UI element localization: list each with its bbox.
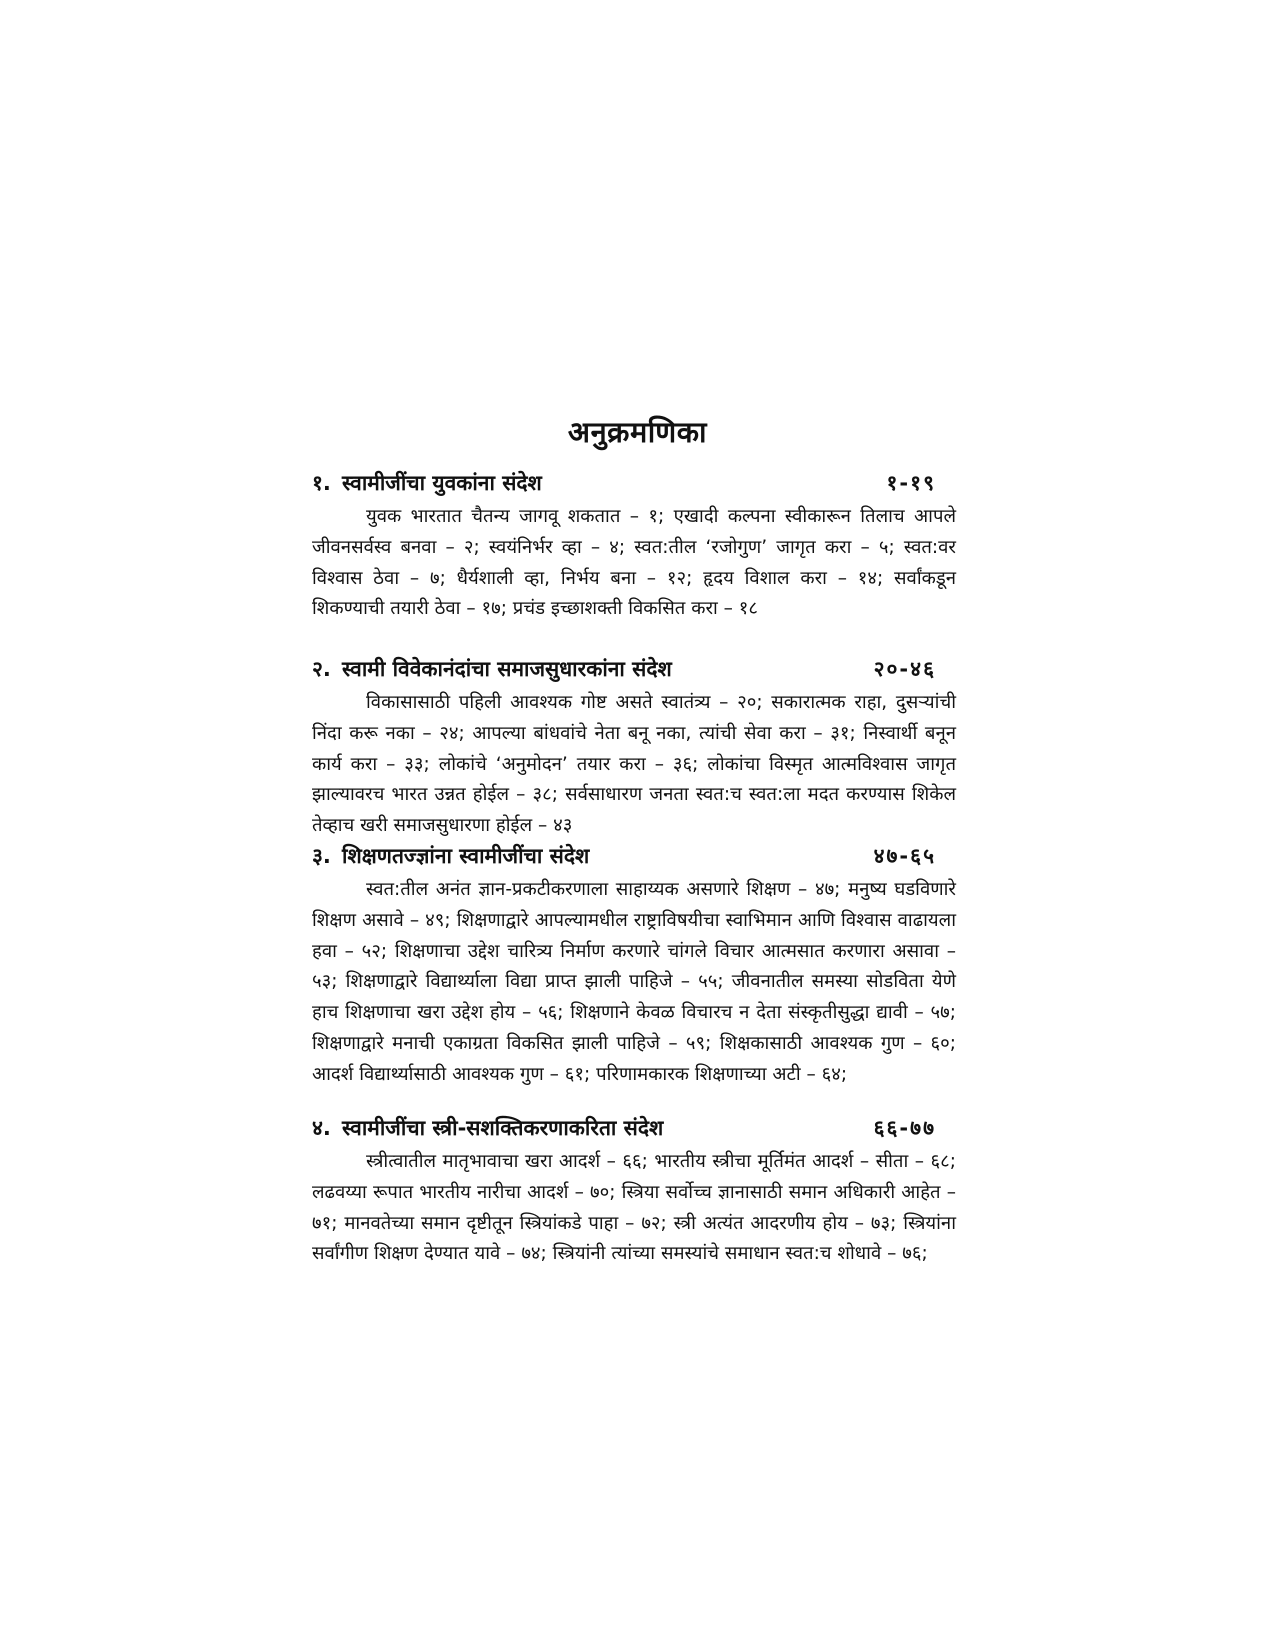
page-title: अनुक्रमणिका — [567, 415, 708, 449]
toc-section-4 — [312, 1111, 956, 1270]
section-heading — [312, 466, 956, 500]
section-page-range: २०-४६ — [873, 657, 936, 681]
section-summary: युवक भारतात चैतन्य जागवू शकतात – १; एखादी कल्पना स्वीकारून तिलाच आपले जीवनसर्वस्व बनवा – २; स्वयंनिर्भर व्हा – ४; स्वत:तील ‘रजोगुण’ जागृत करा – ५; स्वत:वर विश्वास ठेवा – ७; धैर्यशाली व्हा, निर्भय बना – १२; हृदय विशाल करा – १४; सर्वांकडून शिकण्याची तयारी ठेवा – १७; प्रचंड इच्छाशक्ती विकसित करा – १८ — [312, 506, 956, 620]
toc-section-1 — [312, 466, 956, 625]
section-page-range: १-१९ — [886, 471, 936, 495]
section-heading — [312, 1111, 956, 1145]
section-page-range: ६६-७७ — [873, 1116, 936, 1140]
section-number: ४. — [312, 1116, 331, 1140]
section-title: स्वामीजींचा युवकांना संदेश — [342, 471, 542, 495]
toc-section-3 — [312, 839, 956, 1091]
section-page-range: ४७-६५ — [873, 844, 936, 868]
section-number: १. — [312, 471, 331, 495]
section-title: स्वामी विवेकानंदांचा समाजसुधारकांना संदेश — [342, 657, 672, 681]
section-summary: स्त्रीत्वातील मातृभावाचा खरा आदर्श – ६६; भारतीय स्त्रीचा मूर्तिमंत आदर्श – सीता – ६८; लढवय्या रूपात भारतीय नारीचा आदर्श – ७०; स्त्रिया सर्वोच्च ज्ञानासाठी समान अधिकारी आहेत – ७१; मानवतेच्या समान दृष्टीतून स्त्रियांकडे पाहा – ७२; स्त्री अत्यंत आदरणीय होय – ७३; स्त्रियांना सर्वांगीण शिक्षण देण्यात यावे – ७४; स्त्रियांनी त्यांच्या समस्यांचे समाधान स्वत:च शोधावे – ७६; — [312, 1151, 956, 1265]
section-summary: विकासासाठी पहिली आवश्यक गोष्ट असते स्वातंत्र्य – २०; सकारात्मक राहा, दुसऱ्यांची निंदा करू नका – २४; आपल्या बांधवांचे नेता बनू नका, त्यांची सेवा करा – ३१; निस्वार्थी बनून कार्य करा – ३३; लोकांचे ‘अनुमोदन’ तयार करा – ३६; लोकांचा विस्मृत आत्मविश्वास जागृत झाल्यावरच भारत उन्नत होईल – ३८; सर्वसाधारण जनता स्वत:च स्वत:ला मदत करण्यास शिकेल तेव्हाच खरी समाजसुधारणा होईल – ४३ — [312, 692, 956, 837]
section-number: ३. — [312, 844, 331, 868]
section-number: २. — [312, 657, 331, 681]
section-title: स्वामीजींचा स्त्री-सशक्तिकरणाकरिता संदेश — [342, 1116, 664, 1140]
section-heading — [312, 839, 956, 873]
section-heading — [312, 652, 956, 686]
section-summary: स्वत:तील अनंत ज्ञान-प्रकटीकरणाला साहाय्यक असणारे शिक्षण – ४७; मनुष्य घडविणारे शिक्षण असावे – ४९; शिक्षणाद्वारे आपल्यामधील राष्ट्राविषयीचा स्वाभिमान आणि विश्वास वाढायला हवा – ५२; शिक्षणाचा उद्देश चारित्र्य निर्माण करणारे चांगले विचार आत्मसात करणारा असावा – ५३; शिक्षणाद्वारे विद्यार्थ्याला विद्या प्राप्त झाली पाहिजे – ५५; जीवनातील समस्या सोडविता येणे हाच शिक्षणाचा खरा उद्देश होय – ५६; शिक्षणाने केवळ विचारच न देता संस्कृतीसुद्धा द्यावी – ५७; शिक्षणाद्वारे मनाची एकाग्रता विकसित झाली पाहिजे – ५९; शिक्षकासाठी आवश्यक गुण – ६०; आदर्श विद्यार्थ्यासाठी आवश्यक गुण – ६१; परिणामकारक शिक्षणाच्या अटी – ६४; — [312, 879, 956, 1085]
toc-section-2 — [312, 652, 956, 842]
section-title: शिक्षणतज्ज्ञांना स्वामीजींचा संदेश — [342, 844, 590, 868]
